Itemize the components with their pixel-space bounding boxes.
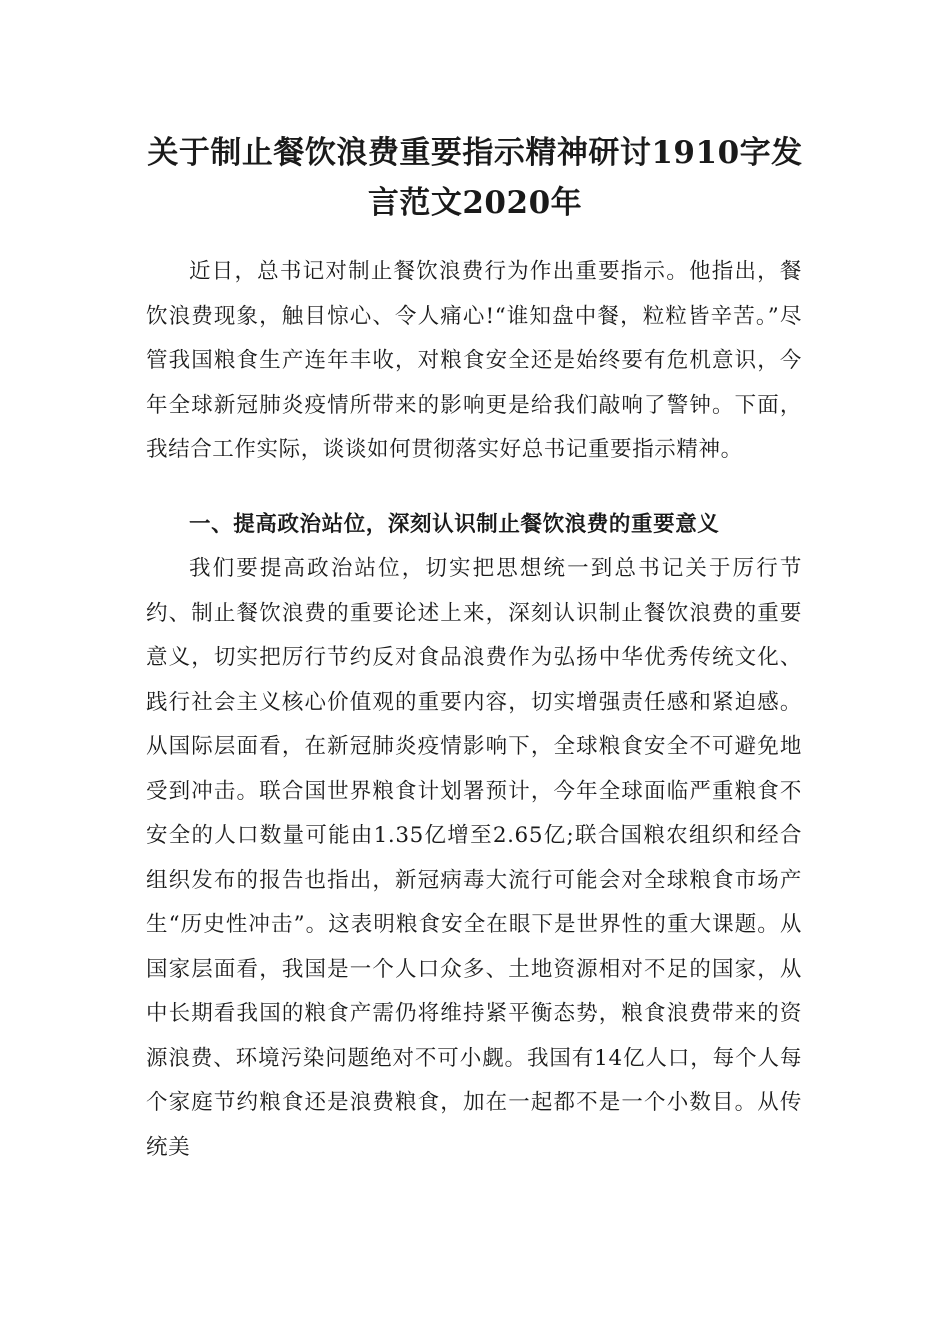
intro-paragraph: 近日，总书记对制止餐饮浪费行为作出重要指示。他指出，餐饮浪费现象，触目惊心、令人痛心!“谁知盘中餐，粒粒皆辛苦。”尽管我国粮食生产连年丰收，对粮食安全还是始终要有危机意识，今年全球新冠肺炎疫情所带来的影响更是给我们敲响了警钟。下面，我结合工作实际，谈谈如何贯彻落实好总书记重要指示精神。 — [146, 259, 802, 462]
document-title: 关于制止餐饮浪费重要指示精神研讨1910字发言范文2020年 — [147, 135, 803, 221]
section-heading: 一、提高政治站位，深刻认识制止餐饮浪费的重要意义 — [189, 512, 720, 537]
body-paragraph: 我们要提高政治站位，切实把思想统一到总书记关于厉行节约、制止餐饮浪费的重要论述上来，深刻认识制止餐饮浪费的重要意义，切实把厉行节约反对食品浪费作为弘扬中华优秀传统文化、践行社会主义核心价值观的重要内容，切实增强责任感和紧迫感。从国际层面看，在新冠肺炎疫情影响下，全球粮食安全不可避免地受到冲击。联合国世界粮食计划署预计，今年全球面临严重粮食不安全的人口数量可能由1.35亿增至2.65亿;联合国粮农组织和经合组织发布的报告也指出，新冠病毒大流行可能会对全球粮食市场产生“历史性冲击”。这表明粮食安全在眼下是世界性的重大课题。从国家层面看，我国是一个人口众多、土地资源相对不足的国家，从中长期看我国的粮食产需仍将维持紧平衡态势，粮食浪费带来的资源浪费、环境污染问题绝对不可小觑。我国有14亿人口，每个人每个家庭节约粮食还是浪费粮食，加在一起都不是一个小数目。从传统美 — [146, 556, 802, 1160]
